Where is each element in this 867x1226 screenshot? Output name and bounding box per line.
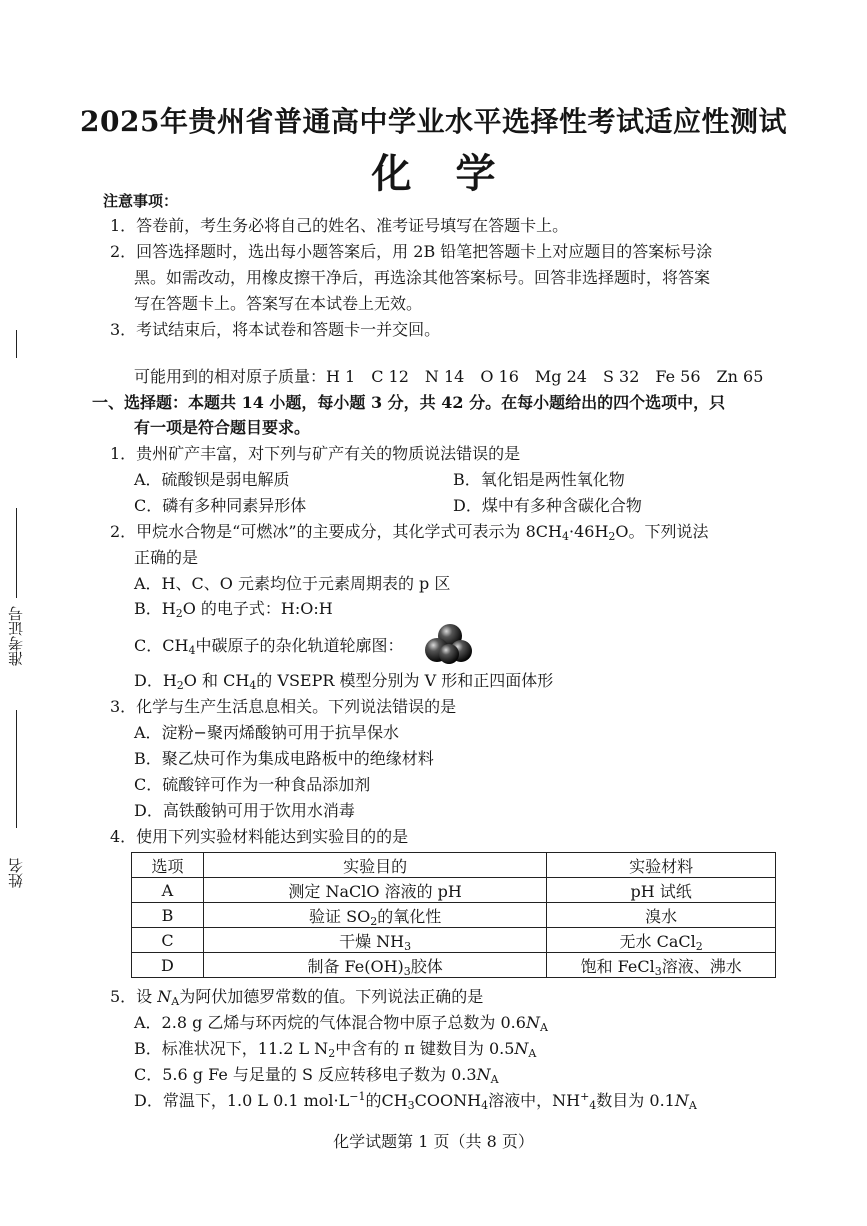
table-cell-purpose: 测定 NaClO 溶液的 pH [203,878,546,903]
table-header: 实验目的 [203,853,546,878]
q5-option-d: D．常温下，1.0 L 0.1 $mol\cdot L^{-1}$的$CH_3COONH_4$溶液中，$NH^+_4$数目为 $0.1N_A$ [134,1090,697,1112]
table-cell-option: B [132,903,204,928]
q2-option-c: C．$CH_4$中碳原子的杂化轨道轮廓图： [134,636,404,657]
table-header: 实验材料 [547,853,776,878]
table-row [132,928,776,953]
q2-stem: 2．甲烷水合物是“可燃冰”的主要成分，其化学式可表示为 $8CH_4\cdot 46H_2O$。下列说法 [110,522,709,543]
notice-item-3: 3．考试结束后，将本试卷和答题卡一并交回。 [110,320,441,339]
binding-line-1 [16,508,17,598]
table-row [132,903,776,928]
page-footer: 化学试题第 1 页（共 8 页） [333,1132,534,1151]
q3-stem: 3．化学与生产生活息息相关。下列说法错误的是 [110,697,457,716]
notice-heading: 注意事项： [103,192,179,210]
section-heading: 一、选择题：本题共 14 小题，每小题 3 分，共 42 分。在每小题给出的四个选项中，只 [92,393,726,412]
q1-option-a: A．硫酸钡是弱电解质 [134,470,290,489]
q1-option-d: D．煤中有多种含碳化合物 [453,496,642,515]
table-cell-purpose: 验证 $SO_2$的氧化性 [203,903,546,928]
sp3-orbital-image [424,622,474,668]
q2-option-a: A．H、C、O 元素均位于元素周期表的 p 区 [134,574,451,593]
table-cell-material: pH 试纸 [547,878,776,903]
table-header-row [132,853,776,878]
q5-stem: 5．设 $N_A$为阿伏加德罗常数的值。下列说法正确的是 [110,987,484,1008]
q5-option-c: C．5.6 g Fe 与足量的 S 反应转移电子数为 $0.3N_A$ [134,1065,499,1086]
q5-option-b: B．标准状况下，11.2 L $N_2$中含有的 π 键数目为 $0.5N_A$ [134,1039,537,1060]
q4-stem: 4．使用下列实验材料能达到实验目的的是 [110,827,409,846]
q1-stem: 1．贵州矿产丰富，对下列与矿产有关的物质说法错误的是 [110,444,521,463]
table-cell-option: C [132,928,204,953]
table-cell-option: D [132,953,204,978]
section-heading-cont: 有一项是符合题目要求。 [134,418,311,437]
table-cell-material: 无水 CaCl$_2$ [547,928,776,953]
name-label: 姓名 [7,858,25,888]
exam-number-label: 准考证号 [7,606,25,666]
experiment-table [131,852,776,978]
q2-option-b: B．$H_2O$ 的电子式：H:O:H [134,599,333,620]
q3-option-c: C．硫酸锌可作为一种食品添加剂 [134,775,371,794]
q1-option-b: B．氧化铝是两性氧化物 [453,470,625,489]
table-row [132,953,776,978]
table-cell-purpose: 干燥 $NH_3$ [203,928,546,953]
notice-item-1: 1．答卷前，考生务必将自己的姓名、准考证号填写在答题卡上。 [110,216,569,235]
atomic-masses: 可能用到的相对原子质量：H 1 C 12 N 14 O 16 Mg 24 S 32 Fe 56 Zn 65 [134,367,764,386]
notice-item-2: 2．回答选择题时，选出每小题答案后，用 2B 铅笔把答题卡上对应题目的答案标号涂 [110,242,713,261]
q3-option-a: A．淀粉−聚丙烯酸钠可用于抗旱保水 [134,723,399,742]
table-header: 选项 [132,853,204,878]
q3-option-d: D．高铁酸钠可用于饮用水消毒 [134,801,355,820]
q3-option-b: B．聚乙炔可作为集成电路板中的绝缘材料 [134,749,434,768]
page-title: 2025年贵州省普通高中学业水平选择性考试适应性测试 [80,105,787,138]
binding-line-top [16,330,17,358]
q2-option-d: D．$H_2O$ 和 $CH_4$的 VSEPR 模型分别为 V 形和正四面体形 [134,671,554,692]
table-cell-purpose: 制备 $Fe(OH)_3$胶体 [203,953,546,978]
notice-item-2-cont: 黑。如需改动，用橡皮擦干净后，再选涂其他答案标号。回答非选择题时，将答案 [134,268,711,287]
table-cell-option: A [132,878,204,903]
q1-option-c: C．磷有多种同素异形体 [134,496,307,515]
q5-option-a: A．2.8 g 乙烯与环丙烷的气体混合物中原子总数为 $0.6N_A$ [134,1013,548,1034]
notice-item-2-cont2: 写在答题卡上。答案写在本试卷上无效。 [134,294,423,313]
table-cell-material: 溴水 [547,903,776,928]
table-row [132,878,776,903]
subject-title: 化学 [371,150,540,197]
table-cell-material: 饱和 FeCl$_3$溶液、沸水 [547,953,776,978]
binding-line-2 [16,710,17,828]
q2-stem-cont: 正确的是 [134,548,199,567]
